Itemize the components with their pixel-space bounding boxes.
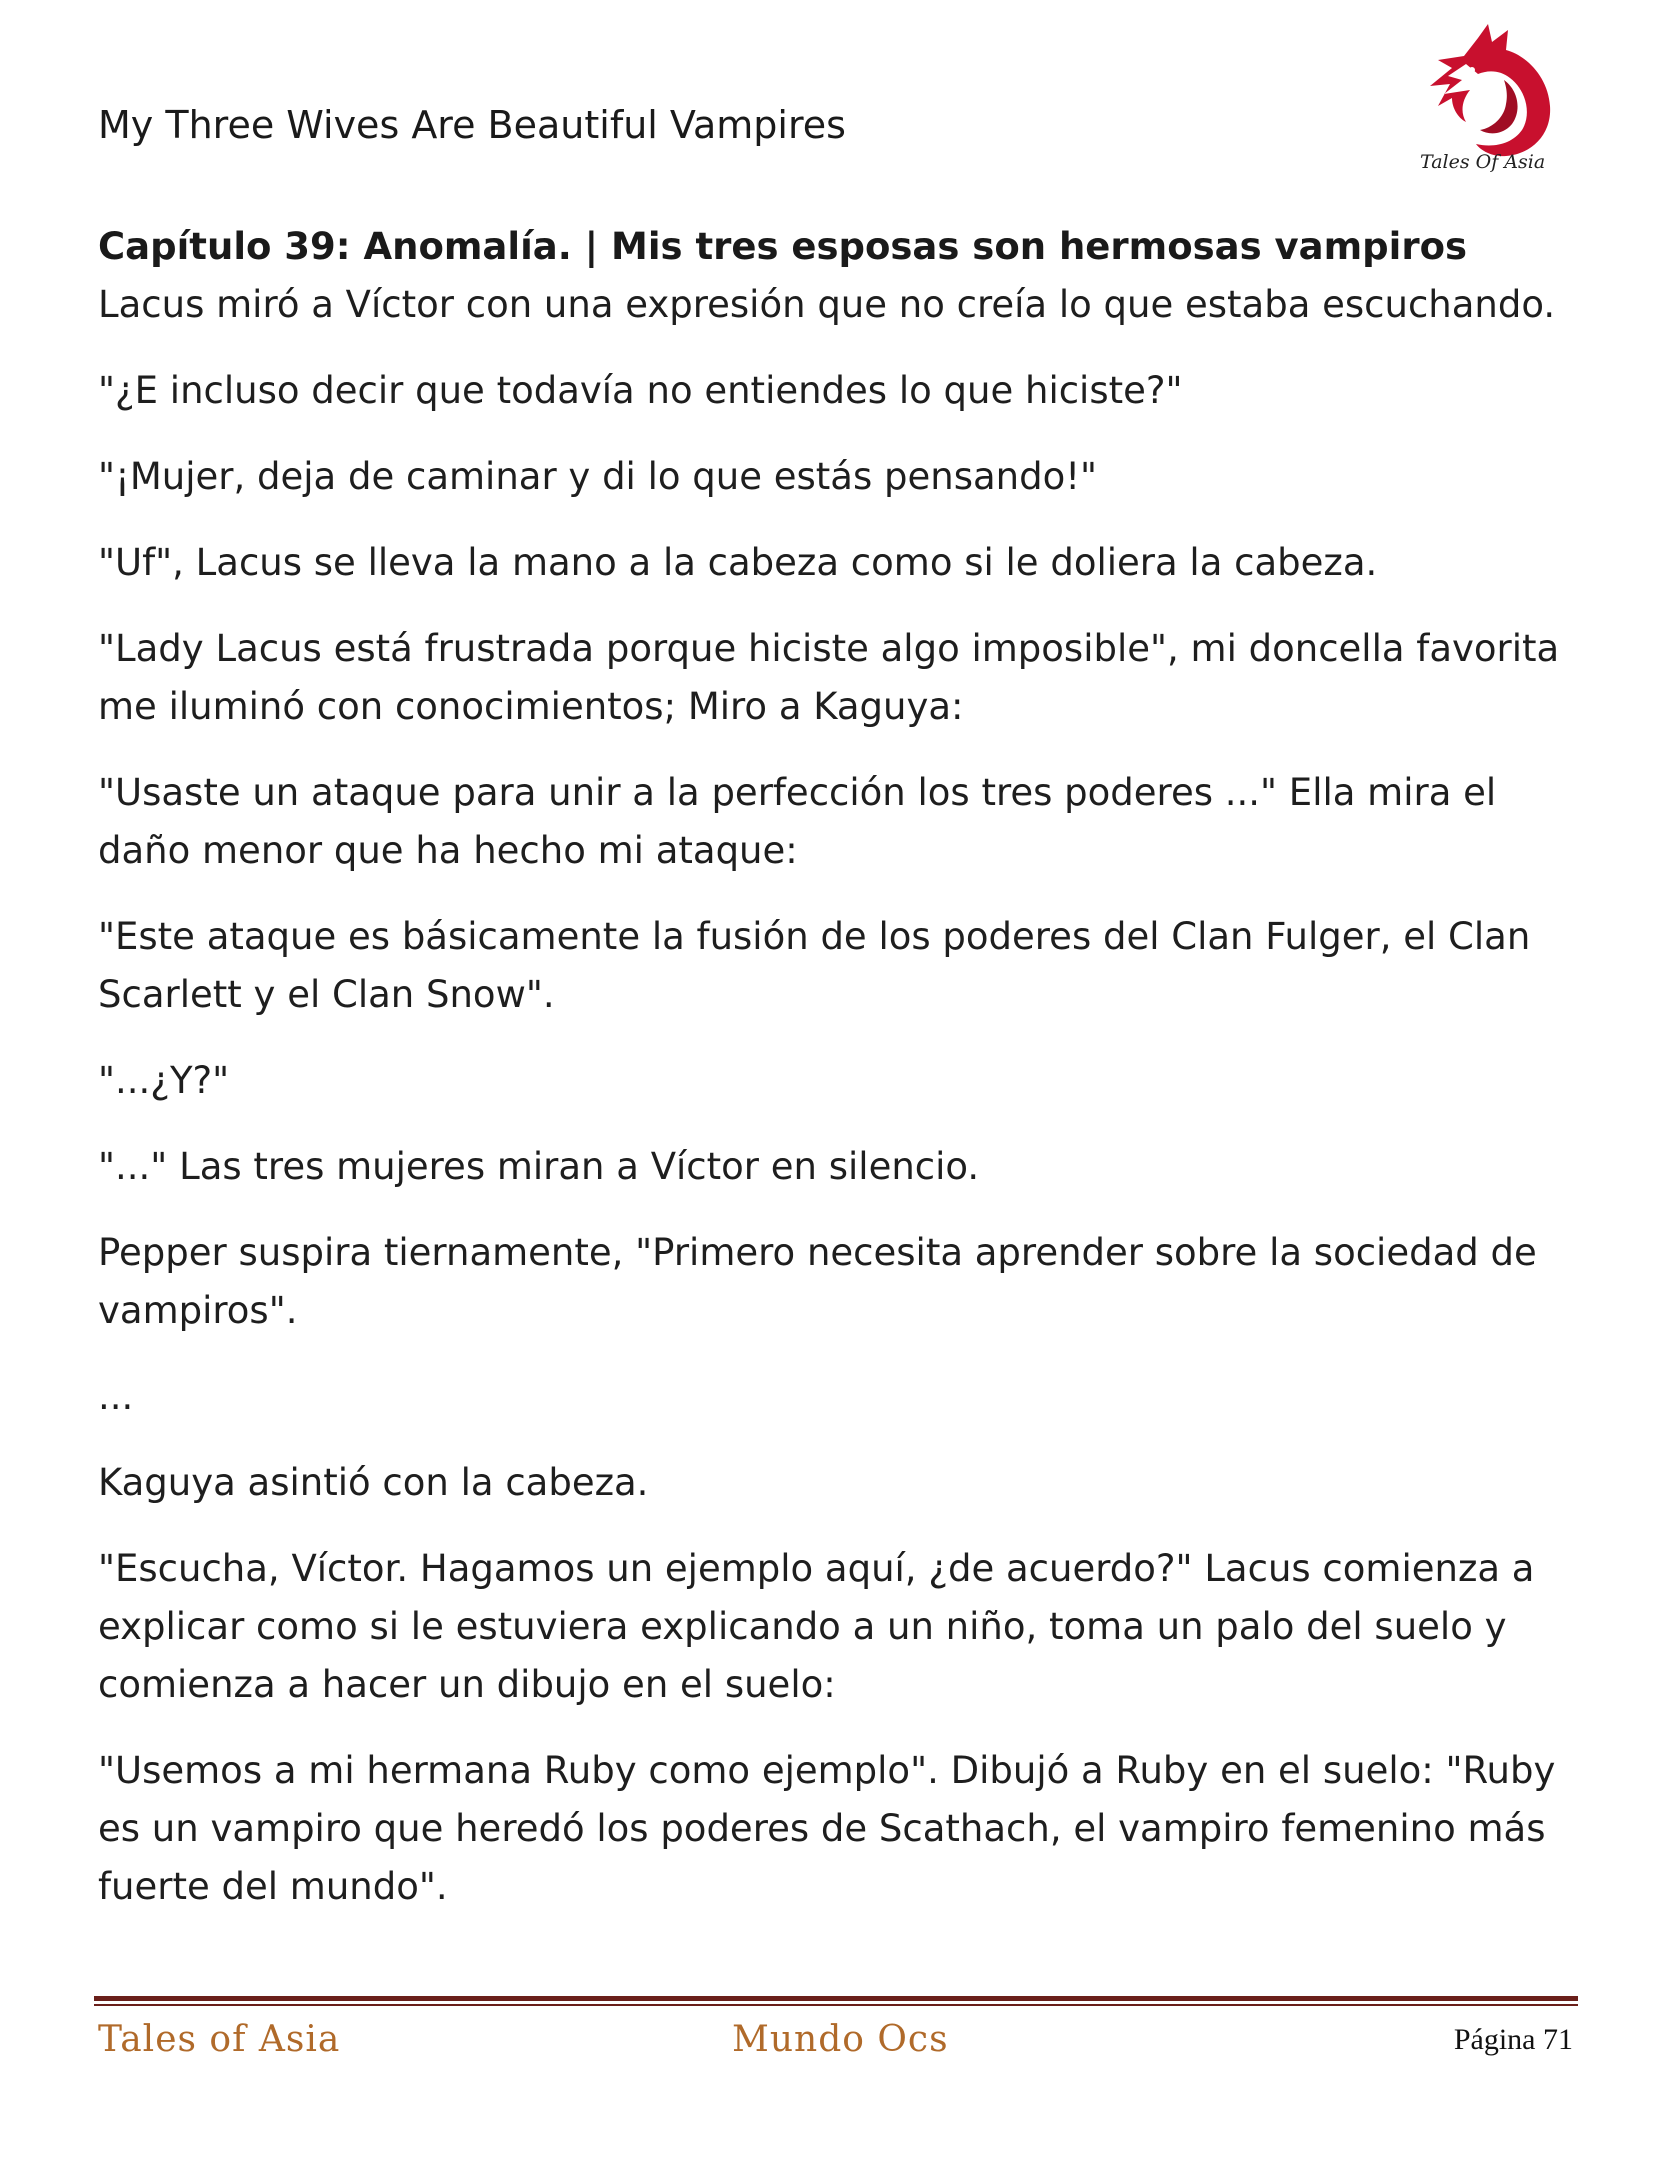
chapter-title: Capítulo 39: Anomalía. | Mis tres esposas son hermosas vampiros <box>98 225 1468 268</box>
book-title: My Three Wives Are Beautiful Vampires <box>98 103 846 147</box>
paragraph: "Lady Lacus está frustrada porque hiciste algo imposible", mi doncella favorita me iluminó con conocimientos; Miro a Kaguya: <box>98 627 1560 728</box>
logo-text: Tales Of Asia <box>1420 151 1546 173</box>
paragraph: "Usemos a mi hermana Ruby como ejemplo". Dibujó a Ruby en el suelo: "Ruby es un vampiro que heredó los poderes de Scathach, el vampiro femenino más fuerte del mundo". <box>98 1749 1556 1908</box>
footer-divider <box>94 1996 1578 2008</box>
paragraph: "Uf", Lacus se lleva la mano a la cabeza como si le doliera la cabeza. <box>98 541 1378 584</box>
paragraph: "..." Las tres mujeres miran a Víctor en silencio. <box>98 1145 980 1188</box>
paragraph: "¿E incluso decir que todavía no entiendes lo que hiciste?" <box>98 369 1183 412</box>
chapter-content <box>98 218 1578 1944</box>
paragraph: "...¿Y?" <box>98 1059 230 1102</box>
paragraph: "Usaste un ataque para unir a la perfección los tres poderes ..." Ella mira el daño menor que ha hecho mi ataque: <box>98 771 1497 872</box>
footer-center-label: Mundo Ocs <box>732 2019 949 2060</box>
tales-of-asia-logo <box>1408 20 1578 180</box>
paragraph: "Escucha, Víctor. Hagamos un ejemplo aquí, ¿de acuerdo?" Lacus comienza a explicar como si le estuviera explicando a un niño, toma un palo del suelo y comienza a hacer un dibujo en el suelo: <box>98 1547 1535 1706</box>
paragraph: Kaguya asintió con la cabeza. <box>98 1461 649 1504</box>
paragraph: "Este ataque es básicamente la fusión de los poderes del Clan Fulger, el Clan Scarlett y el Clan Snow". <box>98 915 1531 1016</box>
footer-site-name: Tales of Asia <box>98 2019 341 2060</box>
paragraph: Pepper suspira tiernamente, "Primero necesita aprender sobre la sociedad de vampiros". <box>98 1231 1537 1332</box>
page-number: Página 71 <box>1453 2023 1573 2056</box>
paragraph: ... <box>98 1375 134 1418</box>
paragraph: "¡Mujer, deja de caminar y di lo que estás pensando!" <box>98 455 1098 498</box>
dragon-logo-icon <box>1408 20 1578 180</box>
paragraph: Lacus miró a Víctor con una expresión que no creía lo que estaba escuchando. <box>98 283 1556 326</box>
